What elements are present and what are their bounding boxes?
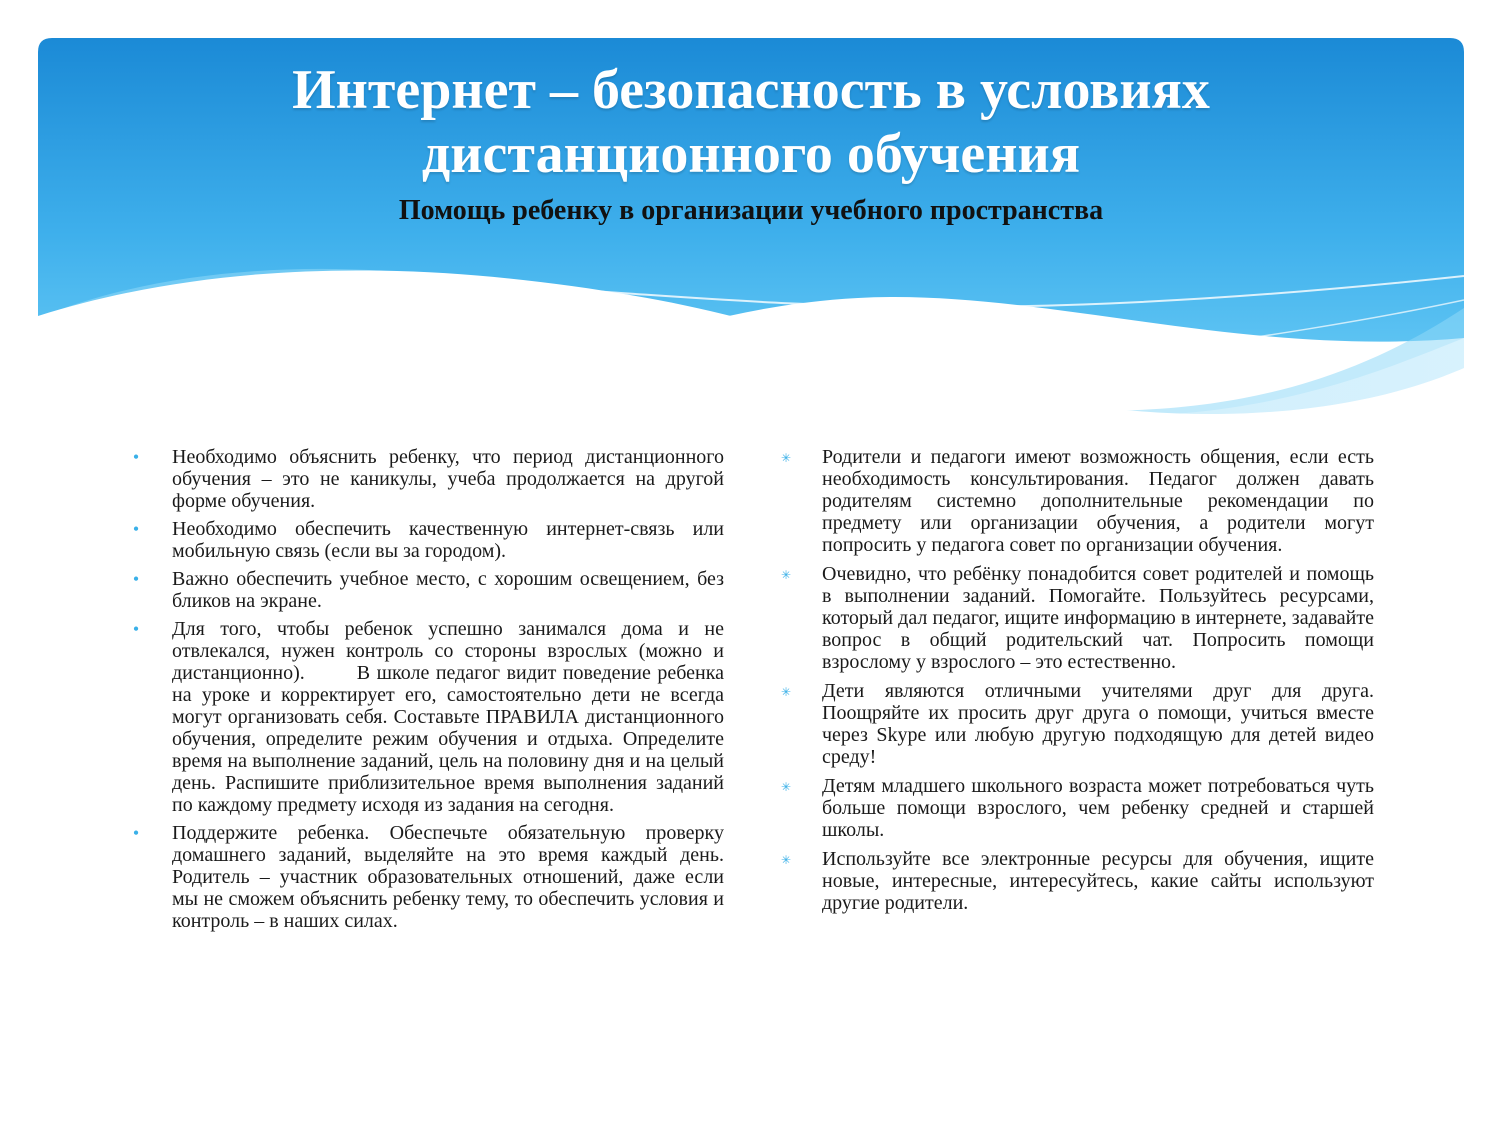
list-item: • Необходимо обеспечить качественную интернет-связь или мобильную связь (если вы за городом). — [172, 518, 724, 562]
star-bullet-icon: ✳ — [780, 780, 792, 794]
star-bullet-icon: ✳ — [780, 451, 792, 465]
dot-bullet-icon: • — [132, 569, 140, 589]
left-bullet-list — [132, 446, 729, 932]
list-item: ✳ Очевидно, что ребёнку понадобится совет родителей и помощь в выполнении заданий. Помогайте. Пользуйтесь ресурсами, который дал педагог, ищите информацию в интернете, задавайте вопрос в общий родительский чат. Попросить помощи взрослому у взрослого – это естественно. — [822, 563, 1374, 673]
list-item: ✳ Используйте все электронные ресурсы для обучения, ищите новые, интересные, интересуйтесь, какие сайты используют другие родители. — [822, 848, 1374, 914]
title-line-2: дистанционного обучения — [421, 123, 1081, 185]
dot-bullet-icon: • — [132, 823, 140, 843]
dot-bullet-icon: • — [132, 619, 140, 639]
page-title — [38, 58, 1464, 186]
left-column — [132, 446, 729, 938]
list-item: ✳ Дети являются отличными учителями друг для друга. Поощряйте их просить друг друга о помощи, учиться вместе через Skype или любую другую подходящую для детей видео среду! — [822, 680, 1374, 768]
list-item: • Важно обеспечить учебное место, с хорошим освещением, без бликов на экране. — [172, 568, 724, 612]
star-bullet-icon: ✳ — [780, 568, 792, 582]
dot-bullet-icon: • — [132, 519, 140, 539]
list-item: ✳ Родители и педагоги имеют возможность общения, если есть необходимость консультирования. Педагог должен давать родителям системно дополнительные рекомендации по предмету или организации обучения, а родители могут попросить у педагога совет по организации обучения. — [822, 446, 1374, 556]
star-bullet-icon: ✳ — [780, 853, 792, 867]
star-bullet-icon: ✳ — [780, 685, 792, 699]
title-line-1: Интернет – безопасность в условиях — [292, 59, 1210, 121]
right-bullet-list — [780, 446, 1374, 914]
right-column — [780, 446, 1374, 921]
dot-bullet-icon: • — [132, 447, 140, 467]
title-block — [38, 58, 1464, 228]
list-item: • Необходимо объяснить ребенку, что период дистанционного обучения – это не каникулы, учеба продолжается на другой форме обучения. — [172, 446, 724, 512]
list-item: • Поддержите ребенка. Обеспечьте обязательную проверку домашнего заданий, выделяйте на это время каждый день. Родитель – участник образовательных отношений, даже если мы не сможем объяснить ребенку тему, то обеспечить условия и контроль – в наших силах. — [172, 822, 724, 932]
list-item: • Для того, чтобы ребенок успешно занимался дома и не отвлекался, нужен контроль со стороны взрослых (можно и дистанционно). В школе педагог видит поведение ребенка на уроке и корректирует его, самостоятельно дети не всегда могут организовать себя. Составьте ПРАВИЛА дистанционного обучения, определите режим обучения и отдыха. Определите время на выполнение заданий, цель на половину дня и на целый день. Распишите приблизительное время выполнения заданий по каждому предмету исходя из задания на сегодня. — [172, 618, 724, 816]
list-item: ✳ Детям младшего школьного возраста может потребоваться чуть больше помощи взрослого, чем ребенку средней и старшей школы. — [822, 775, 1374, 841]
page-subtitle: Помощь ребенку в организации учебного пространства — [398, 195, 1104, 226]
